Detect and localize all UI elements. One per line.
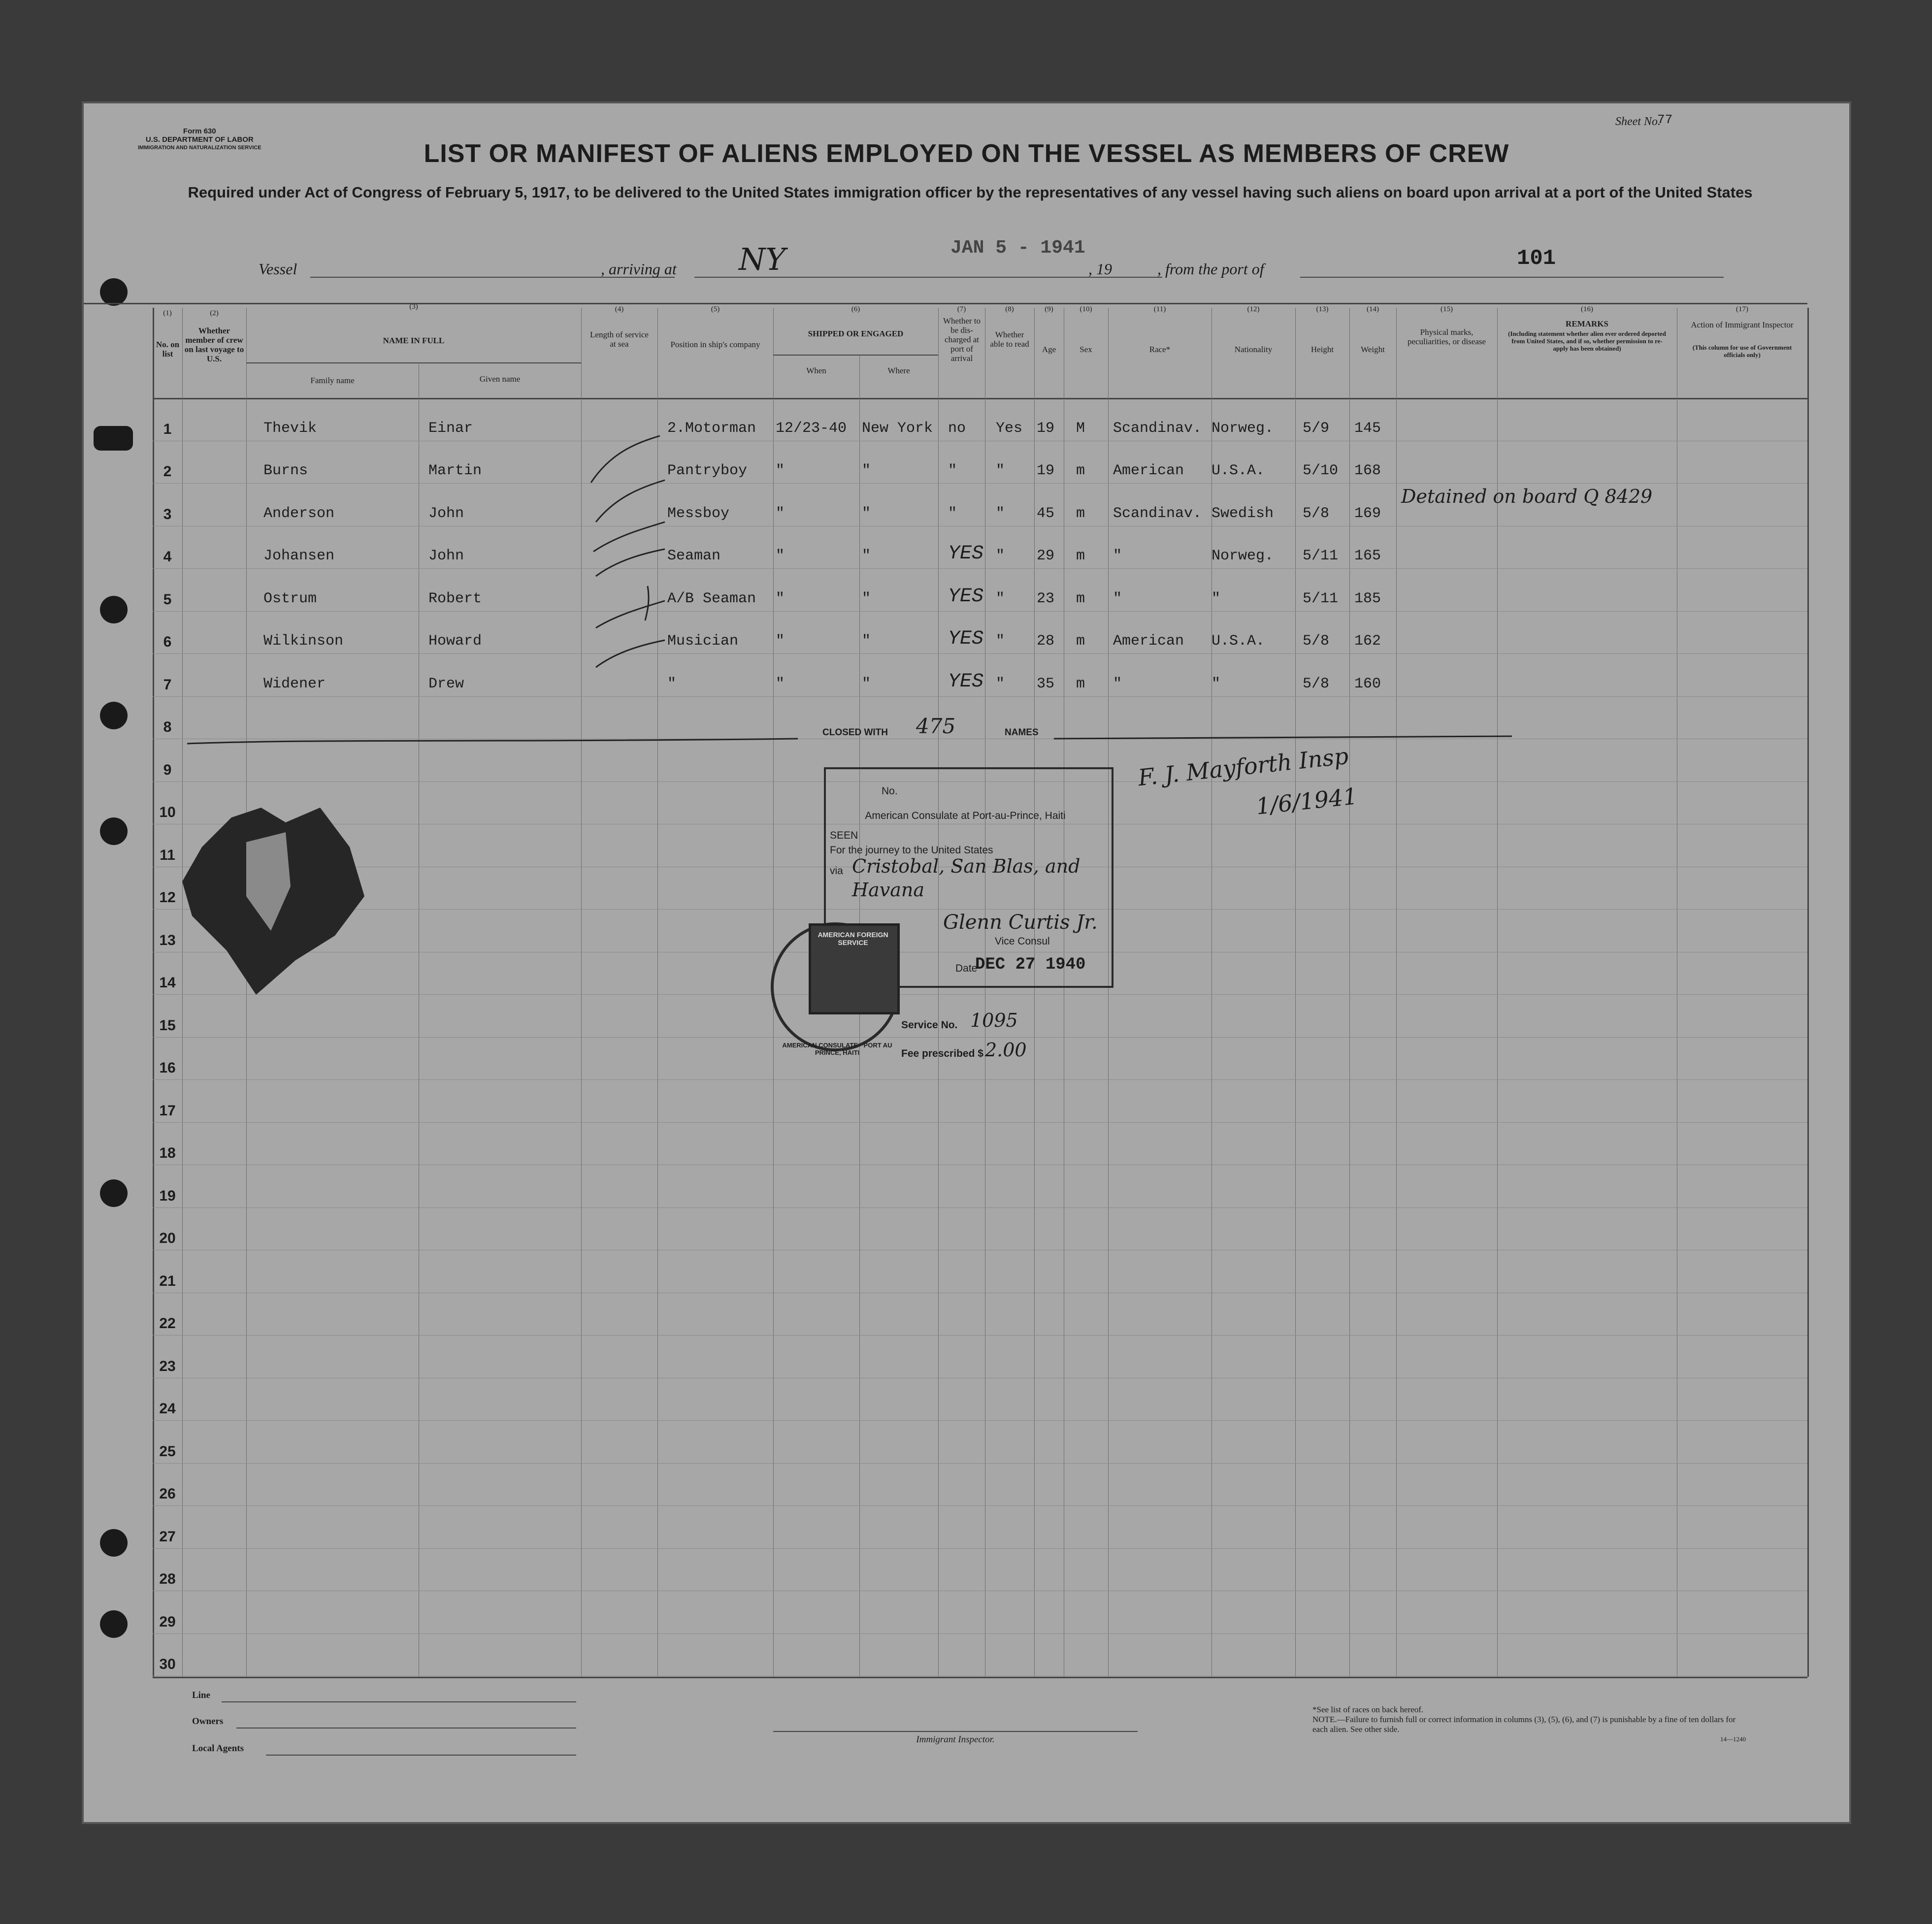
cell-height: 5/8 [1303, 505, 1330, 522]
page-title: LIST OR MANIFEST OF ALIENS EMPLOYED ON THE VESSEL AS MEMBERS OF CREW [424, 139, 1509, 168]
row-rule [153, 1335, 1807, 1336]
cell-nationality: U.S.A. [1212, 462, 1265, 479]
department-name: U.S. DEPARTMENT OF LABOR [145, 135, 254, 144]
cell-nationality: Norweg. [1212, 420, 1274, 437]
cell-discharged: " [948, 505, 957, 522]
cell-age: 28 [1037, 633, 1055, 650]
binder-hole [100, 1610, 128, 1638]
cell-family: Johansen [263, 548, 335, 564]
cell-read: " [996, 590, 1005, 607]
cell-position: Musician [667, 633, 739, 650]
service-no-label: Service No. [901, 1019, 958, 1031]
cell-race: American [1113, 462, 1184, 479]
row-number: 26 [159, 1486, 176, 1502]
row-rule [153, 1079, 1807, 1080]
cell-position: " [667, 675, 677, 692]
date-line [936, 277, 1162, 278]
binder-hole [100, 1179, 128, 1207]
stamp-date-label: Date [955, 963, 978, 974]
fee-value: 2.00 [985, 1039, 1027, 1061]
column-number: (11) [1153, 305, 1166, 313]
column-header: Race* [1149, 345, 1171, 354]
cell-given: Einar [428, 420, 473, 437]
binder-hole [100, 817, 128, 845]
cell-weight: 168 [1354, 462, 1381, 479]
row-number: 6 [163, 634, 172, 650]
cell-height: 5/9 [1303, 420, 1330, 437]
column-divider [1108, 308, 1109, 1677]
cell-nationality: " [1212, 675, 1221, 692]
row-rule [153, 611, 1807, 612]
cell-sex: m [1076, 505, 1085, 522]
binder-hole [100, 1529, 128, 1557]
arriving-line [694, 277, 965, 278]
cell-given: John [428, 505, 464, 522]
wax-seal-mark [172, 788, 389, 995]
cell-discharged: YES [948, 585, 984, 608]
binder-clip [94, 426, 133, 451]
cell-read: " [996, 462, 1005, 479]
cell-discharged: YES [948, 543, 984, 565]
row-rule [153, 568, 1807, 569]
cell-sex: m [1076, 462, 1085, 479]
cell-weight: 162 [1354, 633, 1381, 650]
from-port-label: , from the port of [1157, 260, 1264, 278]
row-number: 23 [159, 1358, 176, 1374]
row-number: 12 [159, 889, 176, 906]
cell-height: 5/8 [1303, 675, 1330, 692]
stamp-via-route: Cristobal, San Blas, and Havana [852, 855, 1081, 901]
cell-when: " [776, 633, 785, 650]
cell-discharged: no [948, 420, 966, 437]
page-subtitle: Required under Act of Congress of February 5, 1917, to be delivered to the United States immigration officer by the representatives of any vessel having such aliens on board upon arrival at a port of the United States [188, 184, 1753, 201]
inspector-signature: F. J. Mayforth Insp [1137, 742, 1350, 791]
cell-weight: 160 [1354, 675, 1381, 692]
cell-nationality: Swedish [1212, 505, 1274, 522]
cell-given: John [428, 548, 464, 564]
cell-when: 12/23-40 [776, 420, 847, 437]
binder-hole [100, 278, 128, 306]
cell-given: Howard [428, 633, 482, 650]
arriving-label: , arriving at [601, 260, 677, 278]
row-number: 29 [159, 1613, 176, 1630]
row-number: 1 [163, 421, 172, 437]
row-number: 19 [159, 1187, 176, 1204]
column-number: (6) [851, 305, 860, 313]
column-number: (5) [711, 305, 720, 313]
cell-position: Pantryboy [667, 462, 748, 479]
year-label: , 19 [1088, 260, 1112, 278]
cell-position: Messboy [667, 505, 730, 522]
column-divider [1034, 308, 1035, 1677]
column-header: When [806, 366, 826, 375]
inspector-signature-rule [773, 1731, 1138, 1732]
row-number: 25 [159, 1443, 176, 1460]
cell-where: New York [862, 420, 933, 437]
row-number: 9 [163, 761, 172, 778]
column-number: (15) [1441, 305, 1453, 313]
cell-race: American [1113, 633, 1184, 650]
column-number: (17) [1736, 305, 1748, 313]
name-group-rule [246, 362, 581, 363]
cell-where: " [862, 590, 871, 607]
page-number: 101 [1517, 246, 1556, 271]
form-code: 14—1240 [1720, 1735, 1746, 1743]
cell-when: " [776, 548, 785, 564]
penalty-note: NOTE.—Failure to furnish full or correct information in columns (3), (5), (6), and (7) is punishable by a fine of ten dollars for each alien. See other side. [1312, 1715, 1736, 1734]
cell-discharged: YES [948, 670, 984, 693]
row-rule [153, 483, 1807, 484]
column-number: (2) [210, 309, 219, 317]
binder-hole [100, 702, 128, 729]
column-header-note: (Including statement whether alien ever ordered deported from United States, and if so, whether permission to re-apply has been obtained) [1508, 330, 1666, 352]
cell-where: " [862, 633, 871, 650]
consul-title: Vice Consul [995, 936, 1050, 947]
row-number: 16 [159, 1060, 176, 1076]
column-header: Physical marks, peculiarities, or disease [1407, 327, 1486, 346]
column-header: REMARKS [1566, 319, 1608, 328]
cell-sex: m [1076, 590, 1085, 607]
column-header: Whether able to read [990, 330, 1029, 349]
cell-given: Martin [428, 462, 482, 479]
consul-signature: Glenn Curtis Jr. [943, 911, 1098, 934]
cell-height: 5/11 [1303, 590, 1339, 607]
cell-family: Burns [263, 462, 308, 479]
closed-with-suffix: NAMES [1005, 727, 1039, 738]
row-number: 7 [163, 676, 172, 693]
shipped-group-rule [773, 355, 938, 356]
cell-sex: m [1076, 675, 1085, 692]
footer-line-label: Line [192, 1690, 210, 1700]
binder-hole [100, 596, 128, 623]
footer-line-rule [222, 1701, 576, 1702]
cell-position: Seaman [667, 548, 721, 564]
cell-height: 5/10 [1303, 462, 1339, 479]
row-number: 17 [159, 1102, 176, 1119]
cell-discharged: " [948, 462, 957, 479]
column-divider [1295, 308, 1296, 1677]
column-header: Nationality [1234, 345, 1273, 354]
row-rule [153, 696, 1807, 697]
row-rule [153, 1463, 1807, 1464]
row-rule [153, 653, 1807, 654]
cell-race: " [1113, 675, 1122, 692]
column-divider [938, 308, 939, 1677]
cell-weight: 145 [1354, 420, 1381, 437]
column-header: Sex [1080, 345, 1092, 354]
column-number: (8) [1005, 305, 1014, 313]
cell-family: Ostrum [263, 590, 317, 607]
cell-read: " [996, 548, 1005, 564]
cell-race: " [1113, 548, 1122, 564]
fee-label: Fee prescribed $ [901, 1048, 983, 1059]
row-number: 14 [159, 975, 176, 991]
column-header: Action of Immigrant Inspector [1691, 320, 1794, 329]
row-number: 24 [159, 1401, 176, 1417]
row-number: 27 [159, 1528, 176, 1545]
row-number: 3 [163, 506, 172, 522]
vessel-label: Vessel [259, 260, 297, 278]
column-number: (7) [957, 305, 966, 313]
cell-read: " [996, 633, 1005, 650]
row-rule [153, 1633, 1807, 1634]
column-number: (3) [409, 303, 418, 311]
stamp-journey: For the journey to the United States [830, 845, 993, 856]
cell-weight: 165 [1354, 548, 1381, 564]
cell-where: " [862, 548, 871, 564]
column-header: Whether to be dis-charged at port of arrival [943, 316, 981, 363]
cell-when: " [776, 505, 785, 522]
cell-weight: 185 [1354, 590, 1381, 607]
row-number: 21 [159, 1272, 176, 1289]
row-number: 5 [163, 591, 172, 608]
row-number: 20 [159, 1230, 176, 1246]
cell-age: 19 [1037, 420, 1055, 437]
column-header: SHIPPED OR ENGAGED [808, 329, 904, 338]
column-header: No. on list [156, 340, 180, 359]
stamp-via-label: via [830, 865, 843, 877]
column-header: Position in ship's company [670, 340, 760, 349]
revenue-stamp-text: AMERICAN FOREIGN SERVICE [818, 931, 888, 946]
row-number: 4 [163, 549, 172, 565]
cell-sex: m [1076, 548, 1085, 564]
cell-where: " [862, 675, 871, 692]
column-header: Length of service at sea [590, 330, 649, 349]
port-line [1300, 277, 1724, 278]
cell-family: Widener [263, 675, 326, 692]
cell-nationality: U.S.A. [1212, 633, 1265, 650]
cell-given: Drew [428, 675, 464, 692]
cell-age: 45 [1037, 505, 1055, 522]
footer-inspector-label: Immigrant Inspector. [916, 1734, 995, 1745]
row-number: 13 [159, 932, 176, 948]
cell-weight: 169 [1354, 505, 1381, 522]
cell-given: Robert [428, 590, 482, 607]
row-rule [153, 994, 1807, 995]
cell-when: " [776, 590, 785, 607]
manifest-page [84, 103, 1849, 1822]
cell-age: 19 [1037, 462, 1055, 479]
stamp-date-value: DEC 27 1940 [975, 955, 1086, 974]
service-name: IMMIGRATION AND NATURALIZATION SERVICE [138, 145, 262, 151]
sheet-number: 77 [1657, 112, 1673, 127]
service-no-value: 1095 [970, 1010, 1018, 1031]
cell-discharged: YES [948, 628, 984, 650]
cell-nationality: " [1212, 590, 1221, 607]
closed-count: 475 [916, 714, 956, 738]
inspector-signature-date: 1/6/1941 [1254, 783, 1359, 820]
column-header: Family name [310, 376, 355, 385]
cell-family: Thevik [263, 420, 317, 437]
cell-age: 29 [1037, 548, 1055, 564]
column-header: Where [887, 366, 910, 375]
column-divider [1396, 308, 1397, 1677]
date-stamp: JAN 5 - 1941 [950, 237, 1085, 259]
cell-family: Anderson [263, 505, 335, 522]
row-number: 15 [159, 1017, 176, 1034]
cell-read: " [996, 505, 1005, 522]
cell-age: 35 [1037, 675, 1055, 692]
row-number: 11 [160, 847, 175, 863]
table-bottom-rule [153, 1677, 1807, 1678]
column-number: (16) [1581, 305, 1593, 313]
stamp-no-label: No. [882, 785, 898, 797]
column-header: Whether member of crew on last voyage to U.S. [184, 326, 244, 363]
footer-owners-label: Owners [192, 1716, 224, 1727]
cell-remarks: Detained on board Q 8429 [1401, 485, 1653, 507]
column-header-note: (This column for use of Government officials only) [1692, 344, 1792, 359]
column-header: Height [1310, 345, 1334, 354]
cell-position: A/B Seaman [667, 590, 756, 607]
column-number: (1) [163, 309, 172, 317]
table-header-rule [153, 398, 1807, 399]
cell-sex: M [1076, 420, 1085, 437]
row-rule [153, 1037, 1807, 1038]
footer-agents-label: Local Agents [192, 1743, 244, 1754]
column-header: NAME IN FULL [383, 336, 445, 345]
column-number: (14) [1367, 305, 1379, 313]
row-rule [153, 1548, 1807, 1549]
stamp-seen: SEEN [830, 830, 858, 841]
cell-where: " [862, 505, 871, 522]
row-rule [153, 1505, 1807, 1506]
cell-race: " [1113, 590, 1122, 607]
column-divider [1497, 308, 1498, 1677]
arriving-value: NY [739, 241, 786, 277]
cell-read: Yes [996, 420, 1023, 437]
cell-nationality: Norweg. [1212, 548, 1274, 564]
column-number: (13) [1316, 305, 1329, 313]
cell-race: Scandinav. [1113, 505, 1202, 522]
row-number: 22 [159, 1315, 176, 1332]
sheet-label: Sheet No. [1615, 115, 1661, 128]
column-divider [1349, 308, 1350, 1677]
cell-height: 5/11 [1303, 548, 1339, 564]
stamp-office: American Consulate at Port-au-Prince, Haiti [865, 810, 1066, 821]
races-note: *See list of races on back hereof. [1312, 1705, 1424, 1714]
row-number: 18 [159, 1145, 176, 1161]
column-header: Given name [479, 374, 521, 384]
row-rule [153, 1420, 1807, 1421]
row-number: 8 [163, 719, 172, 735]
cell-height: 5/8 [1303, 633, 1330, 650]
cell-when: " [776, 462, 785, 479]
column-number: (4) [615, 305, 624, 313]
row-number: 10 [159, 804, 176, 820]
row-number: 28 [159, 1571, 176, 1587]
cell-family: Wilkinson [263, 633, 344, 650]
column-number: (12) [1247, 305, 1260, 313]
footer-notes [1312, 1705, 1746, 1744]
cell-age: 23 [1037, 590, 1055, 607]
row-number: 30 [159, 1656, 176, 1672]
column-divider [1807, 308, 1809, 1677]
cell-where: " [862, 462, 871, 479]
row-rule [153, 1122, 1807, 1123]
cell-read: " [996, 675, 1005, 692]
row-number: 2 [163, 463, 172, 480]
cell-race: Scandinav. [1113, 420, 1202, 437]
cell-position: 2.Motorman [667, 420, 756, 437]
seal-text: AMERICAN CONSULATE · PORT AU PRINCE, HAITI [782, 1042, 892, 1056]
row-rule [153, 1207, 1807, 1208]
cell-sex: m [1076, 633, 1085, 650]
cell-when: " [776, 675, 785, 692]
footer-agents-rule [266, 1755, 576, 1756]
form-number: Form 630 [183, 127, 216, 135]
column-header: Weight [1361, 345, 1385, 354]
column-number: (10) [1080, 305, 1092, 313]
column-header: Age [1042, 345, 1056, 354]
column-number: (9) [1045, 305, 1053, 313]
closed-with-label: CLOSED WITH [822, 727, 888, 738]
